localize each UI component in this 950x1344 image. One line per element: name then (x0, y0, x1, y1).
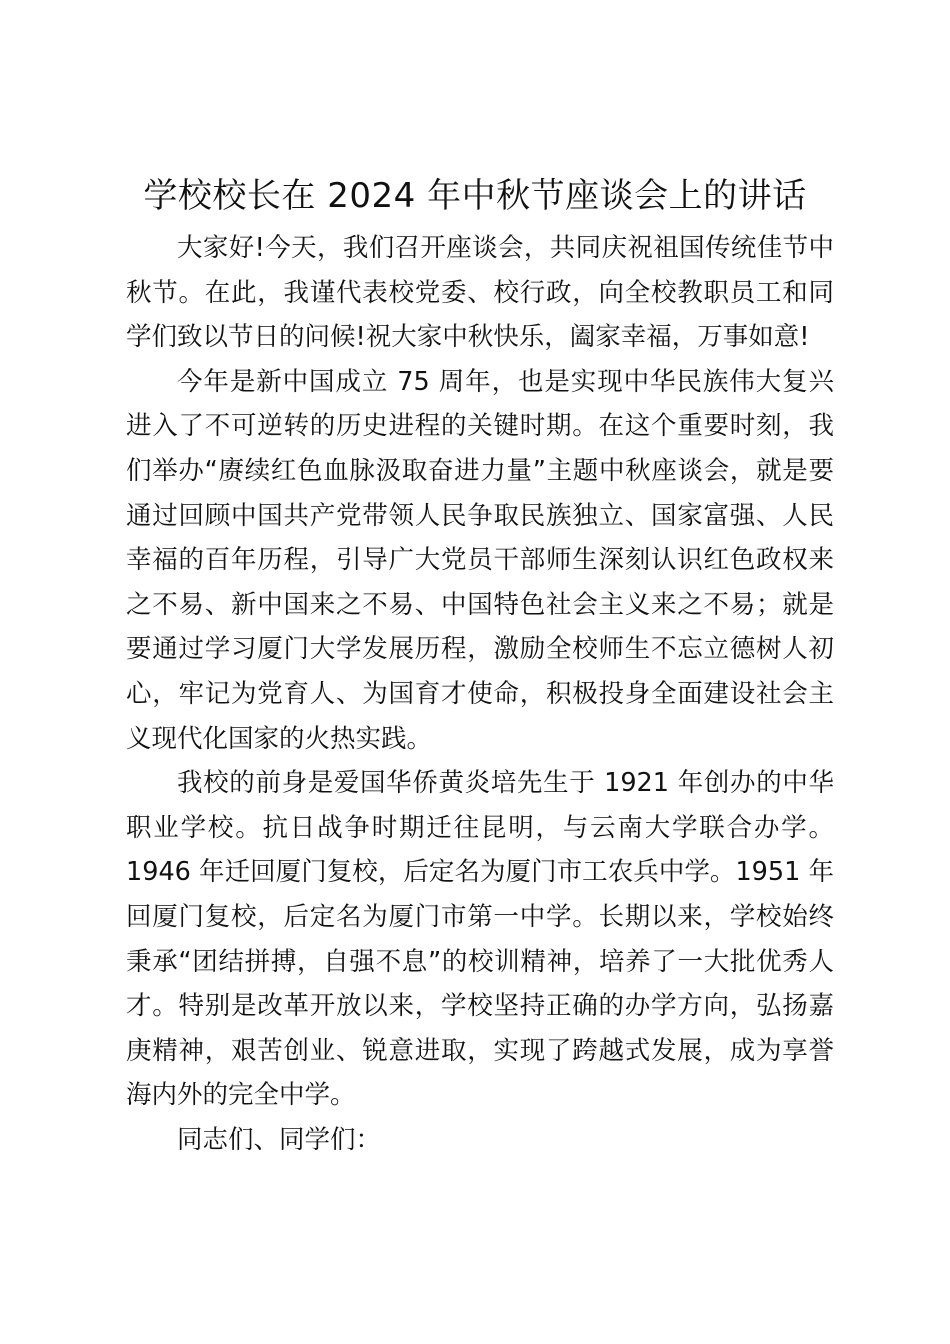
paragraph-address: 同志们、同学们： (177, 1124, 382, 1155)
document-title: 学校校长在 2024 年中秋节座谈会上的讲话 (143, 176, 807, 216)
paragraph-significance: 今年是新中国成立 75 周年，也是实现中华民族伟大复兴进入了不可逆转的历史进程的关键时期。在这个重要时刻，我们举办“赓续红色血脉汲取奋进力量”主题中秋座谈会，就是要通过回顾中国共产党带领人民争取民族独立、国家富强、人民幸福的百年历程，引导广大党员干部师生深刻认识红色政权来之不易、新中国来之不易、中国特色社会主义来之不易；就是要通过学习厦门大学发展历程，激励全校师生不忘立德树人初心，牢记为党育人、为国育才使命，积极投身全面建设社会主义现代化国家的火热实践。 (126, 366, 834, 754)
document-body (126, 226, 834, 1162)
paragraph-school-history: 我校的前身是爱国华侨黄炎培先生于 1921 年创办的中华职业学校。抗日战争时期迁往昆明，与云南大学联合办学。1946 年迁回厦门复校，后定名为厦门市工农兵中学。1951 年回厦门复校，后定名为厦门市第一中学。长期以来，学校始终秉承“团结拼搏，自强不息”的校训精神，培养了一大批优秀人才。特别是改革开放以来，学校坚持正确的办学方向，弘扬嘉庚精神，艰苦创业、锐意进取，实现了跨越式发展，成为享誉海内外的完全中学。 (126, 768, 834, 1111)
paragraph-greeting: 大家好!今天，我们召开座谈会，共同庆祝祖国传统佳节中秋节。在此，我谨代表校党委、校行政，向全校教职员工和同学们致以节日的问候!祝大家中秋快乐，阖家幸福，万事如意! (126, 233, 834, 353)
